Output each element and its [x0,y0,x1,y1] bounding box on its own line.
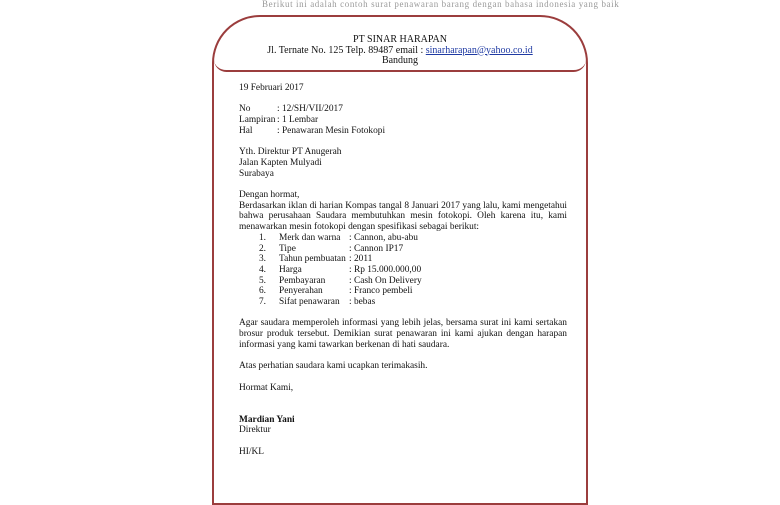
closing-paragraph: Agar saudara memperoleh informasi yang lebih jelas, bersama surat ini kami sertakan brosur produk tersebut. Demikian surat penawaran ini kami ajukan dengan harapan informasi yang kami tawarkan berkenan di hati saudara. [239,318,567,350]
letter-document [212,15,588,505]
meta-value: : 12/SH/VII/2017 [277,104,343,115]
spec-value: : 2011 [349,254,373,265]
spec-label: Tahun pembuatan [279,254,346,265]
meta-row [239,126,567,137]
meta-label: No [239,104,251,115]
spec-number: 5. [258,275,266,286]
intro-paragraph: Berdasarkan iklan di harian Kompas tangal 8 Januari 2017 yang lalu, kami mengetahui bahwa perusahaan Saudara membutuhkan mesin fotokopi. Oleh karena itu, kami menawarkan mesin fotokopi dengan spesifikasi sebagai berikut: [239,200,567,233]
meta-value: : Penawaran Mesin Fotokopi [277,125,386,136]
spec-number: 7. [258,297,266,308]
spec-label: Harga [279,264,302,275]
recipient-line: Surabaya [239,168,274,179]
spec-value: : Cannon, abu-abu [349,232,418,243]
meta-label: Hal [239,125,253,136]
regards-line: Hormat Kami, [239,382,294,393]
meta-label: Lampiran [239,115,276,126]
spec-number: 1. [258,232,266,243]
spec-number: 2. [258,243,266,254]
meta-row [239,115,567,126]
spec-row [239,276,567,287]
letterhead [214,17,586,72]
spec-label: Tipe [279,243,296,254]
spec-row [239,233,567,244]
spec-row [239,297,567,308]
recipient-line: Jalan Kapten Mulyadi [239,157,322,168]
previous-text-fragment: Berikut ini adalah contoh surat penawaran barang dengan bahasa indonesia yang baik [262,0,620,9]
spec-value: : Cash On Delivery [349,275,422,286]
spec-number: 6. [258,286,266,297]
letter-date: 19 Februari 2017 [239,83,304,93]
salutation: Dengan hormat, [239,189,300,200]
signer-name: Mardian Yani [239,414,295,425]
recipient-line: Yth. Direktur PT Anugerah [239,147,342,158]
spec-number: 3. [258,254,266,265]
meta-row [239,104,567,115]
spec-label: Merk dan warna [279,232,341,243]
spec-value: : Franco pembeli [349,286,413,297]
spec-number: 4. [258,264,266,275]
company-city: Bandung [381,55,419,66]
spec-row [239,286,567,297]
initials: HI/KL [239,446,264,457]
spec-row [239,254,567,265]
spec-value: : bebas [349,297,376,308]
spec-label: Sifat penawaran [279,297,340,308]
spec-value: : Cannon IP17 [349,243,404,254]
letter-body [239,83,567,457]
spec-label: Pembayaran [279,275,326,286]
spec-row [239,265,567,276]
spec-value: : Rp 15.000.000,00 [349,264,422,275]
company-name: PT SINAR HARAPAN [353,34,447,45]
thanks-line: Atas perhatian saudara kami ucapkan terimakasih. [239,361,428,372]
address-text: Jl. Ternate No. 125 Telp. 89487 email : [267,44,426,56]
spec-label: Penyerahan [279,286,323,297]
email-link[interactable]: sinarharapan@yahoo.co.id [425,44,533,56]
meta-value: : 1 Lembar [277,115,319,126]
spec-row [239,244,567,255]
signer-title: Direktur [239,425,271,436]
